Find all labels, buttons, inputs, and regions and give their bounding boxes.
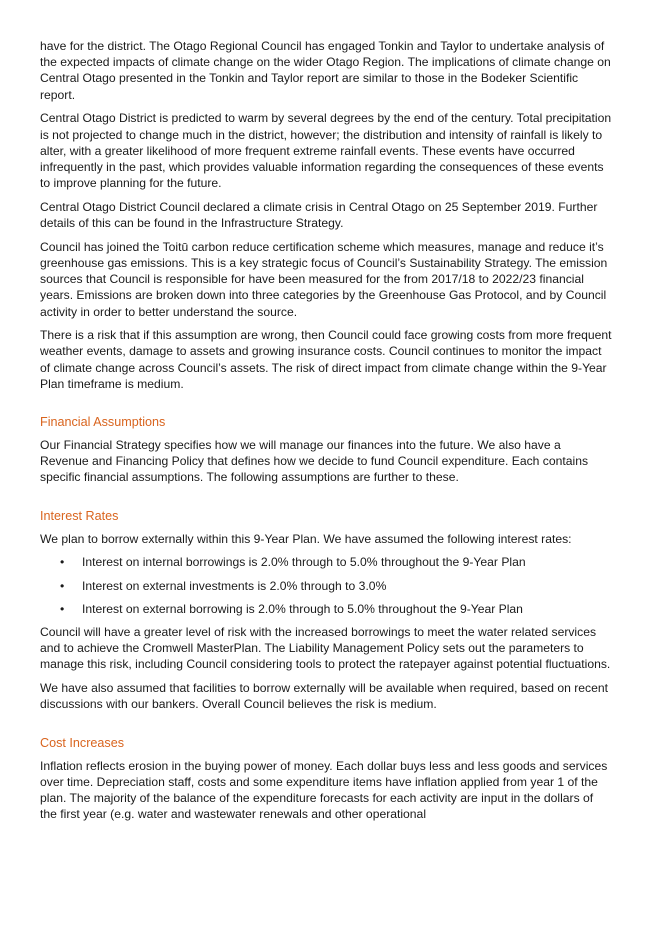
section-heading-interest-rates: Interest Rates [40, 508, 119, 523]
section-heading-financial-assumptions: Financial Assumptions [40, 415, 166, 430]
body-paragraph: Central Otago District Council declared a climate crisis in Central Otago on 25 September 2019. Further details of this can be found in the Infrastructure Strategy. [40, 199, 598, 231]
body-paragraph: We plan to borrow externally within this 9-Year Plan. We have assumed the following interest rates: [40, 531, 572, 546]
list-item-text: Interest on external investments is 2.0% through to 3.0% [82, 578, 387, 593]
list-item [40, 554, 612, 570]
body-paragraph: There is a risk that if this assumption are wrong, then Council could face growing costs from more frequent weather events, damage to assets and growing insurance costs. Council continues to monitor the impact of climate change across Council’s assets. The risk of direct impact from climate change within the 9-Year Plan timeframe is medium. [40, 328, 612, 391]
document-page [40, 38, 612, 830]
body-paragraph: have for the district. The Otago Regional Council has engaged Tonkin and Taylor to undertake analysis of the expected impacts of climate change on the wider Otago Region. The implications of climate change on Central Otago presented in the Tonkin and Taylor report are similar to those in the Bodeker Scientific report. [40, 39, 611, 102]
body-paragraph: We have also assumed that facilities to borrow externally will be available when required, based on recent discussions with our bankers. Overall Council believes the risk is medium. [40, 681, 608, 712]
list-item [40, 601, 612, 617]
bullet-icon: • [60, 555, 65, 570]
body-paragraph: Inflation reflects erosion in the buying power of money. Each dollar buys less and less goods and services over time. Depreciation staff, costs and some expenditure items have inflation applied from year 1 of the plan. The majority of the balance of the expenditure forecasts for each activity are input in the dollars of the first year (e.g. water and wastewater renewals and other operational [40, 758, 608, 822]
list-item-text: Interest on internal borrowings is 2.0% through to 5.0% throughout the 9-Year Plan [82, 555, 526, 570]
bullet-list [40, 554, 612, 617]
bullet-icon: • [60, 601, 65, 616]
body-paragraph: Council will have a greater level of risk with the increased borrowings to meet the water related services and to achieve the Cromwell MasterPlan. The Liability Management Policy sets out the parameters to manage this risk, including Council considering tools to protect the ratepayer against potential fluctuations. [40, 624, 611, 672]
body-paragraph: Central Otago District is predicted to warm by several degrees by the end of the century. Total precipitation is not projected to change much in the district, however; the distribution and intensity of rainfall is likely to alter, with a greater likelihood of more frequent extreme rainfall events. These events have occurred infrequently in the past, which provides valuable information regarding the consequences of these events to improve planning for the future. [40, 111, 612, 191]
body-paragraph: Our Financial Strategy specifies how we will manage our finances into the future. We also have a Revenue and Financing Policy that defines how we decide to fund Council expenditure. Each contains specific financial assumptions. The following assumptions are further to these. [40, 438, 589, 485]
body-paragraph: Council has joined the Toitū carbon reduce certification scheme which measures, manage and reduce it’s greenhouse gas emissions. This is a key strategic focus of Council’s Sustainability Strategy. The emission sources that Council is responsible for have been measured for the from 2017/18 to 2022/23 financial years. Emissions are broken down into three categories by the Greenhouse Gas Protocol, and by Council activity in order to better understand the source. [40, 239, 608, 319]
bullet-icon: • [60, 578, 65, 593]
list-item [40, 578, 612, 594]
list-item-text: Interest on external borrowing is 2.0% through to 5.0% throughout the 9-Year Plan [82, 601, 523, 616]
section-heading-cost-increases: Cost Increases [40, 735, 124, 750]
